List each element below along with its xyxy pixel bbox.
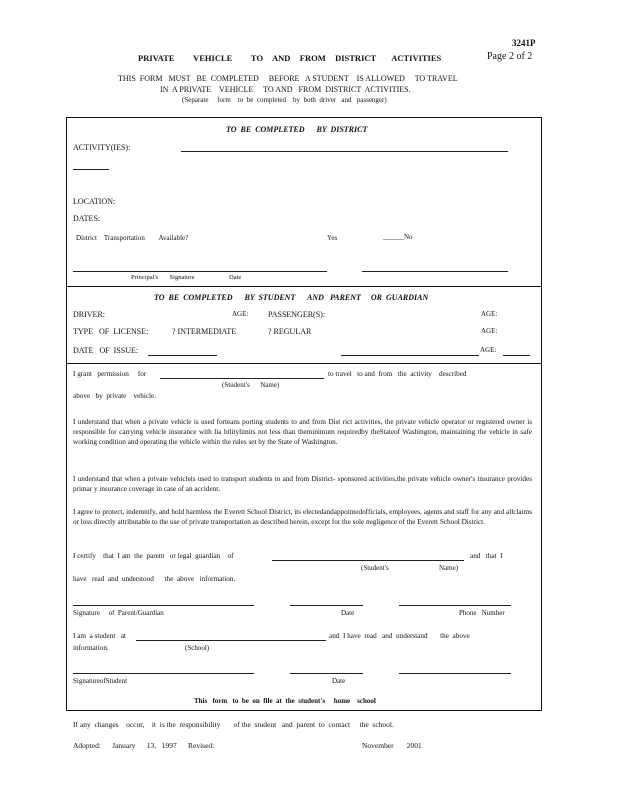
travel-to-activity-text: to travel to and from the activity described: [328, 370, 467, 378]
certify-end-text: and that I: [470, 552, 503, 560]
driver-label: DRIVER:: [73, 310, 105, 319]
students-name-label: (Student's Name): [222, 381, 280, 389]
parent-signature-field[interactable]: [73, 605, 254, 606]
principal-date-label: Date: [229, 274, 242, 281]
principal-date-field[interactable]: [362, 271, 508, 272]
dates-label: DATES:: [73, 214, 101, 223]
certify-student-field[interactable]: [272, 560, 464, 561]
above-by-private-vehicle-text: above by private vehicle.: [73, 392, 157, 400]
student-date-label: Date: [332, 677, 346, 685]
parent-date-label: Date: [341, 609, 355, 617]
adopted-revised: Adopted: January 13, 1997 Revised:: [73, 741, 215, 750]
have-read-text: have read and understood the above information.: [73, 575, 236, 583]
revised-date: November 2001: [362, 741, 422, 750]
have-read-2-text: and I have read and understand the above: [329, 632, 470, 640]
student-at-text: I am a student at: [73, 632, 126, 640]
parent-signature-label: Signature of Parent/Guardian: [73, 609, 164, 617]
student-signature-field[interactable]: [73, 673, 254, 674]
student-extra-field[interactable]: [399, 673, 511, 674]
license-age-label: AGE:: [481, 327, 498, 335]
parent-date-field[interactable]: [290, 605, 363, 606]
instruction-line-2: IN A PRIVATE VEHICLE TO AND FROM DISTRICT ACTIVITIES.: [160, 85, 411, 94]
issue-age-label: AGE:: [480, 346, 497, 354]
regular-checkbox[interactable]: ? REGULAR: [268, 327, 312, 336]
intermediate-checkbox[interactable]: ? INTERMEDIATE: [172, 327, 237, 336]
district-section-heading: TO BE COMPLETED BY DISTRICT: [226, 125, 368, 134]
date-of-issue-label: DATE OF ISSUE:: [73, 346, 139, 355]
transport-available-label: District Transportation Available?: [76, 234, 189, 242]
page-number: Page 2 of 2: [487, 51, 533, 62]
issue-extra-field[interactable]: [341, 355, 479, 356]
form-box: [66, 117, 542, 711]
activities-field-2[interactable]: [73, 169, 109, 170]
issue-age-field[interactable]: [503, 355, 530, 356]
grant-permission-text: I grant permission for: [73, 370, 147, 378]
certify-text: I certify that I am the parent or legal guardian of: [73, 552, 234, 560]
student-section-heading: TO BE COMPLETED BY STUDENT AND PARENT OR GUARDIAN: [154, 293, 429, 302]
activities-field[interactable]: [181, 151, 508, 152]
yes-label[interactable]: Yes: [327, 234, 338, 242]
school-label: (School): [185, 644, 210, 652]
instruction-line-3: (Separate form to be completed by both driver and passenger): [182, 96, 387, 104]
section-divider-2: [66, 363, 542, 364]
passengers-label: PASSENGER(S):: [268, 310, 326, 319]
information-text: information.: [73, 644, 109, 652]
phone-number-field[interactable]: [399, 605, 511, 606]
phone-number-label: Phone Number: [459, 609, 505, 617]
owner-insurance-paragraph: I understand that when a private vehicleis used to transport students to and from District- sponsored activities,the private vehicle owner's insurance provides primar y insurance coverage in case of an accident.: [73, 475, 532, 493]
instruction-line-1: THIS FORM MUST BE COMPLETED BEFORE A STUDENT IS ALLOWED TO TRAVEL: [118, 74, 458, 83]
passenger-age-label: AGE:: [481, 310, 498, 318]
school-field[interactable]: [136, 640, 326, 641]
student-signature-label: SignatureofStudent: [73, 677, 128, 685]
activities-label: ACTIVITY(IES):: [73, 143, 131, 152]
insurance-paragraph: I understand that when a private vehicle is used forteans porting students to and from Dist rict activities, the private vehicle operator or registered owner is responsible for carrying vehicle insurance with lia bilitylimits not less than theminimum requiredby theStateof Washington, maintaining the vehicle in safe working condition and operating the vehicle within the rules set by the State of Washington.: [73, 418, 532, 446]
form-title: PRIVATE VEHICLE TO AND FROM DISTRICT ACTIVITIES: [138, 53, 442, 63]
certify-name-label: Name): [439, 564, 459, 572]
license-type-label: TYPE OF LICENSE:: [73, 327, 149, 336]
principal-signature-label: Principal's Signature: [131, 274, 195, 281]
student-name-field[interactable]: [160, 378, 324, 379]
no-label[interactable]: ______No: [383, 233, 413, 241]
changes-note: If any changes occur, it is the responsibility of the student and parent to contact the school.: [73, 720, 394, 729]
section-divider-1: [66, 286, 542, 287]
file-note: This form to be on file at the student's home school: [194, 697, 376, 705]
location-label: LOCATION:: [73, 197, 116, 206]
driver-age-label: AGE:: [232, 310, 249, 318]
student-date-field[interactable]: [290, 673, 363, 674]
policy-number: 3241P: [512, 38, 536, 48]
principal-signature-field[interactable]: [73, 271, 327, 272]
indemnify-paragraph: I agree to protect, indemnify, and hold harmless the Everett School District, its electedandappointedofficials, employees, agents and staff for any and allclaims or loss directly attributable to the use of private transportation as described herein, except for the sole negligence of the Everett School District.: [73, 508, 532, 526]
certify-students-label: (Student's: [361, 564, 389, 572]
date-of-issue-field[interactable]: [148, 355, 217, 356]
